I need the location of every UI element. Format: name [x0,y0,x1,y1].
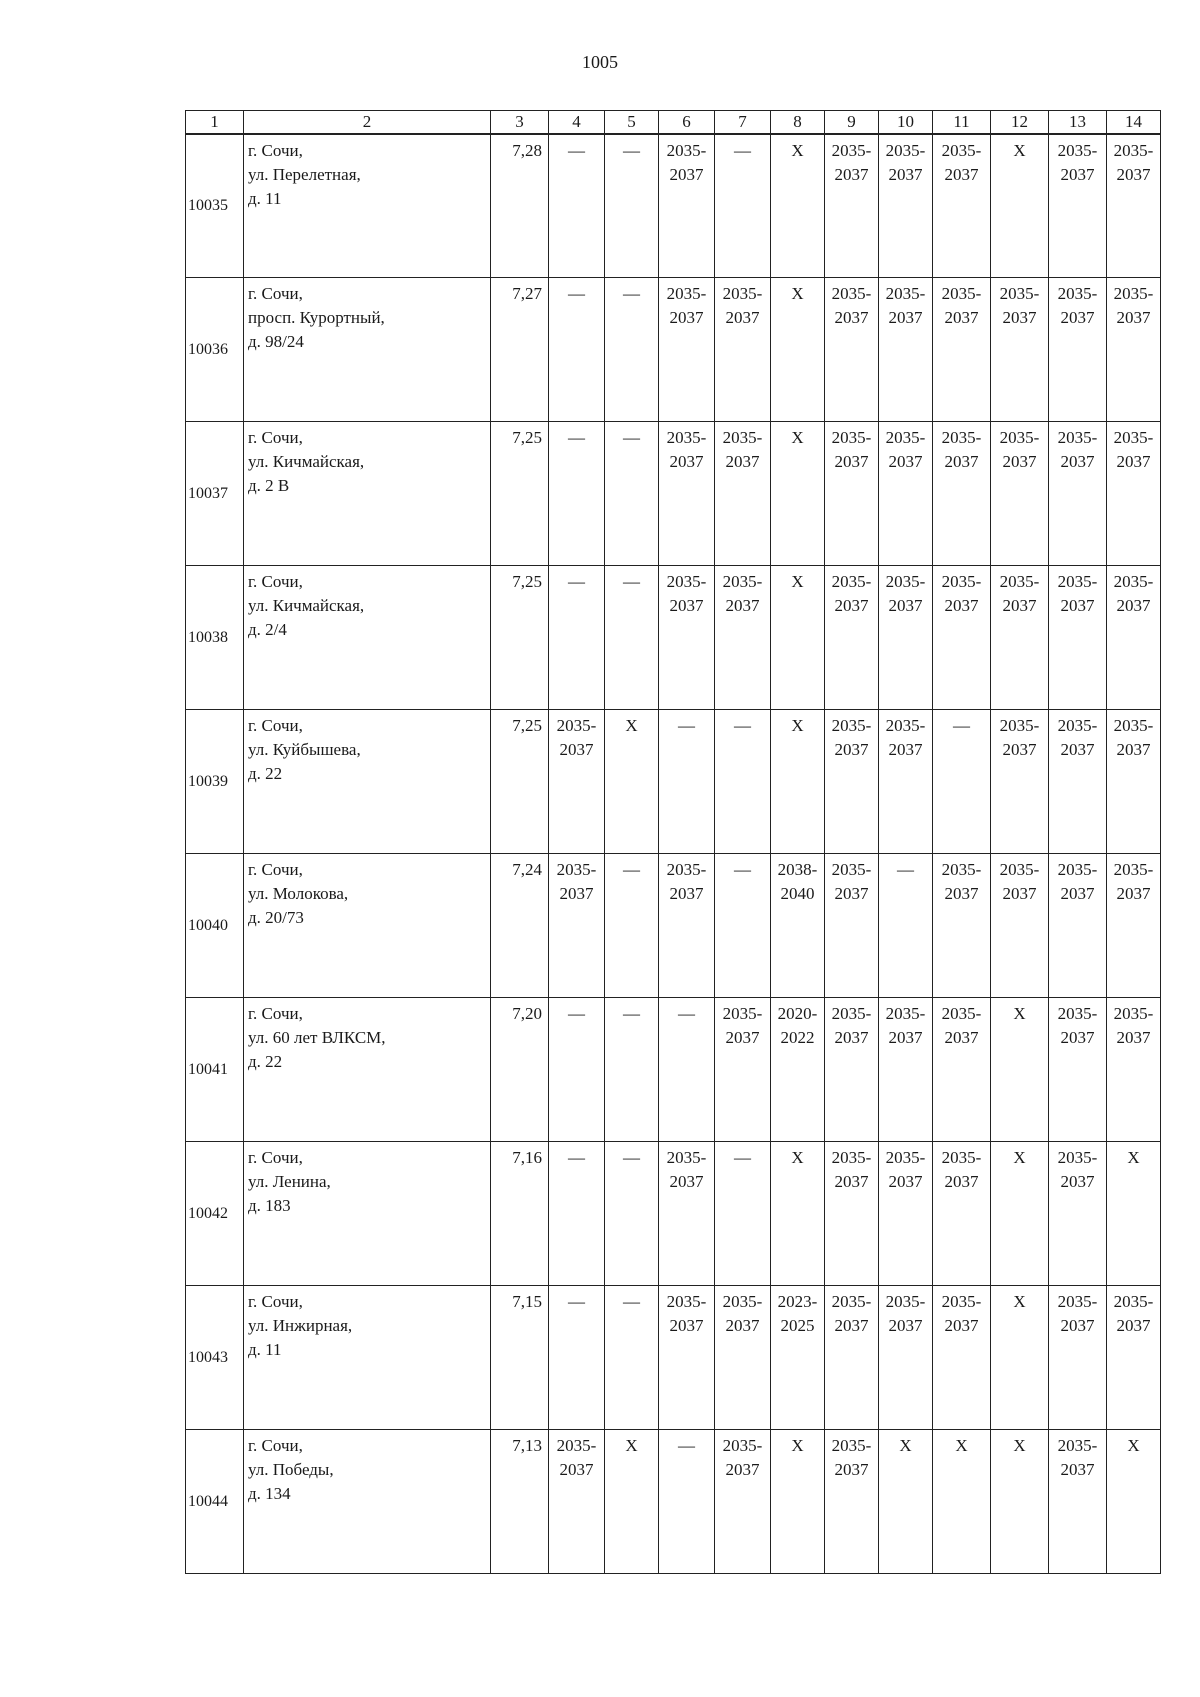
table-row [186,710,1161,854]
period-cell: 2035- 2037 [1049,1142,1107,1286]
period-cell: 2035- 2037 [825,1286,879,1430]
period-cell: 2035- 2037 [825,1430,879,1574]
table-row [186,854,1161,998]
period-cell: 2035- 2037 [825,854,879,998]
period-cell: X [991,134,1049,278]
period-cell: — [549,134,605,278]
period-cell: 2035- 2037 [991,566,1049,710]
period-cell: — [605,854,659,998]
period-cell: 2035- 2037 [715,278,771,422]
period-cell: 2035- 2037 [933,422,991,566]
register-table [185,110,1161,1574]
period-cell: 2035- 2037 [549,854,605,998]
address-cell: г. Сочи, ул. Кичмайская, д. 2/4 [244,566,491,710]
period-cell: 2035- 2037 [715,1286,771,1430]
period-cell: 2035- 2037 [659,854,715,998]
record-number: 10035 [186,134,244,278]
period-cell: 2035- 2037 [715,998,771,1142]
period-cell: X [771,710,825,854]
header-cell: 9 [825,111,879,134]
score-cell: 7,20 [491,998,549,1142]
header-cell: 3 [491,111,549,134]
period-cell: 2035- 2037 [659,1142,715,1286]
period-cell: — [549,1142,605,1286]
period-cell: 2035- 2037 [879,710,933,854]
period-cell: — [879,854,933,998]
period-cell: 2035- 2037 [933,1286,991,1430]
period-cell: — [549,422,605,566]
address-cell: г. Сочи, ул. Инжирная, д. 11 [244,1286,491,1430]
period-cell: 2035- 2037 [933,998,991,1142]
header-cell: 6 [659,111,715,134]
period-cell: 2035- 2037 [659,566,715,710]
period-cell: 2035- 2037 [1049,566,1107,710]
period-cell: 2035- 2037 [1049,1430,1107,1574]
period-cell: 2035- 2037 [659,1286,715,1430]
period-cell: 2035- 2037 [1049,422,1107,566]
period-cell: X [771,134,825,278]
period-cell: X [933,1430,991,1574]
period-cell: 2035- 2037 [933,566,991,710]
period-cell: 2035- 2037 [933,134,991,278]
period-cell: 2035- 2037 [1107,998,1161,1142]
score-cell: 7,25 [491,566,549,710]
score-cell: 7,13 [491,1430,549,1574]
address-cell: г. Сочи, ул. Ленина, д. 183 [244,1142,491,1286]
period-cell: 2035- 2037 [659,134,715,278]
header-cell: 14 [1107,111,1161,134]
header-cell: 4 [549,111,605,134]
period-cell: 2035- 2037 [549,1430,605,1574]
table-row [186,566,1161,710]
address-cell: г. Сочи, ул. Куйбышева, д. 22 [244,710,491,854]
period-cell: — [549,998,605,1142]
period-cell: X [991,1430,1049,1574]
period-cell: 2035- 2037 [1107,854,1161,998]
period-cell: 2035- 2037 [879,998,933,1142]
period-cell: 2038- 2040 [771,854,825,998]
period-cell: — [715,710,771,854]
period-cell: 2035- 2037 [933,854,991,998]
period-cell: — [605,134,659,278]
period-cell: X [991,998,1049,1142]
period-cell: — [605,278,659,422]
period-cell: — [605,1286,659,1430]
header-row [186,111,1161,134]
period-cell: 2035- 2037 [879,1142,933,1286]
period-cell: 2035- 2037 [715,1430,771,1574]
period-cell: — [659,710,715,854]
score-cell: 7,27 [491,278,549,422]
period-cell: 2035- 2037 [715,422,771,566]
period-cell: 2035- 2037 [1049,710,1107,854]
period-cell: 2035- 2037 [1049,134,1107,278]
score-cell: 7,28 [491,134,549,278]
table-row [186,134,1161,278]
period-cell: — [549,566,605,710]
period-cell: 2035- 2037 [1107,134,1161,278]
header-cell: 11 [933,111,991,134]
score-cell: 7,25 [491,710,549,854]
period-cell: 2035- 2037 [825,566,879,710]
period-cell: 2035- 2037 [659,422,715,566]
period-cell: — [605,1142,659,1286]
period-cell: 2035- 2037 [825,710,879,854]
record-number: 10036 [186,278,244,422]
period-cell: 2035- 2037 [715,566,771,710]
header-cell: 7 [715,111,771,134]
header-cell: 2 [244,111,491,134]
period-cell: 2035- 2037 [825,278,879,422]
period-cell: 2035- 2037 [825,998,879,1142]
period-cell: 2035- 2037 [659,278,715,422]
period-cell: X [1107,1430,1161,1574]
period-cell: 2035- 2037 [825,1142,879,1286]
period-cell: X [605,710,659,854]
period-cell: 2023- 2025 [771,1286,825,1430]
header-cell: 12 [991,111,1049,134]
period-cell: 2035- 2037 [991,278,1049,422]
record-number: 10038 [186,566,244,710]
table-row [186,1142,1161,1286]
period-cell: X [771,566,825,710]
period-cell: X [771,278,825,422]
record-number: 10041 [186,998,244,1142]
record-number: 10040 [186,854,244,998]
period-cell: 2020- 2022 [771,998,825,1142]
record-number: 10039 [186,710,244,854]
period-cell: X [771,422,825,566]
period-cell: — [659,1430,715,1574]
address-cell: г. Сочи, просп. Курортный, д. 98/24 [244,278,491,422]
table-row [186,1430,1161,1574]
address-cell: г. Сочи, ул. Молокова, д. 20/73 [244,854,491,998]
period-cell: 2035- 2037 [933,278,991,422]
period-cell: 2035- 2037 [1107,422,1161,566]
period-cell: 2035- 2037 [1107,710,1161,854]
header-cell: 1 [186,111,244,134]
record-number: 10044 [186,1430,244,1574]
period-cell: — [715,134,771,278]
address-cell: г. Сочи, ул. Перелетная, д. 11 [244,134,491,278]
period-cell: 2035- 2037 [1107,566,1161,710]
period-cell: 2035- 2037 [879,134,933,278]
table-row [186,422,1161,566]
period-cell: — [715,1142,771,1286]
period-cell: 2035- 2037 [1049,998,1107,1142]
record-number: 10037 [186,422,244,566]
page-number: 1005 [582,52,618,72]
period-cell: — [549,1286,605,1430]
period-cell: 2035- 2037 [991,854,1049,998]
period-cell: — [933,710,991,854]
record-number: 10043 [186,1286,244,1430]
period-cell: — [659,998,715,1142]
period-cell: X [991,1142,1049,1286]
period-cell: 2035- 2037 [879,1286,933,1430]
period-cell: 2035- 2037 [825,134,879,278]
period-cell: — [605,422,659,566]
period-cell: — [605,998,659,1142]
score-cell: 7,25 [491,422,549,566]
period-cell: 2035- 2037 [879,278,933,422]
score-cell: 7,24 [491,854,549,998]
period-cell: — [605,566,659,710]
header-cell: 10 [879,111,933,134]
period-cell: 2035- 2037 [933,1142,991,1286]
table-row [186,278,1161,422]
address-cell: г. Сочи, ул. 60 лет ВЛКСМ, д. 22 [244,998,491,1142]
period-cell: 2035- 2037 [825,422,879,566]
register-body [186,134,1161,1574]
period-cell: 2035- 2037 [1049,854,1107,998]
header-cell: 13 [1049,111,1107,134]
period-cell: — [549,278,605,422]
address-cell: г. Сочи, ул. Победы, д. 134 [244,1430,491,1574]
period-cell: X [771,1142,825,1286]
period-cell: 2035- 2037 [991,422,1049,566]
period-cell: X [771,1430,825,1574]
period-cell: — [715,854,771,998]
period-cell: 2035- 2037 [1107,1286,1161,1430]
header-cell: 8 [771,111,825,134]
table-row [186,1286,1161,1430]
period-cell: 2035- 2037 [1049,1286,1107,1430]
period-cell: 2035- 2037 [1049,278,1107,422]
period-cell: X [1107,1142,1161,1286]
period-cell: 2035- 2037 [879,566,933,710]
period-cell: X [991,1286,1049,1430]
header-cell: 5 [605,111,659,134]
period-cell: 2035- 2037 [879,422,933,566]
period-cell: 2035- 2037 [991,710,1049,854]
period-cell: X [605,1430,659,1574]
address-cell: г. Сочи, ул. Кичмайская, д. 2 В [244,422,491,566]
period-cell: 2035- 2037 [549,710,605,854]
score-cell: 7,15 [491,1286,549,1430]
period-cell: X [879,1430,933,1574]
period-cell: 2035- 2037 [1107,278,1161,422]
record-number: 10042 [186,1142,244,1286]
table-row [186,998,1161,1142]
score-cell: 7,16 [491,1142,549,1286]
